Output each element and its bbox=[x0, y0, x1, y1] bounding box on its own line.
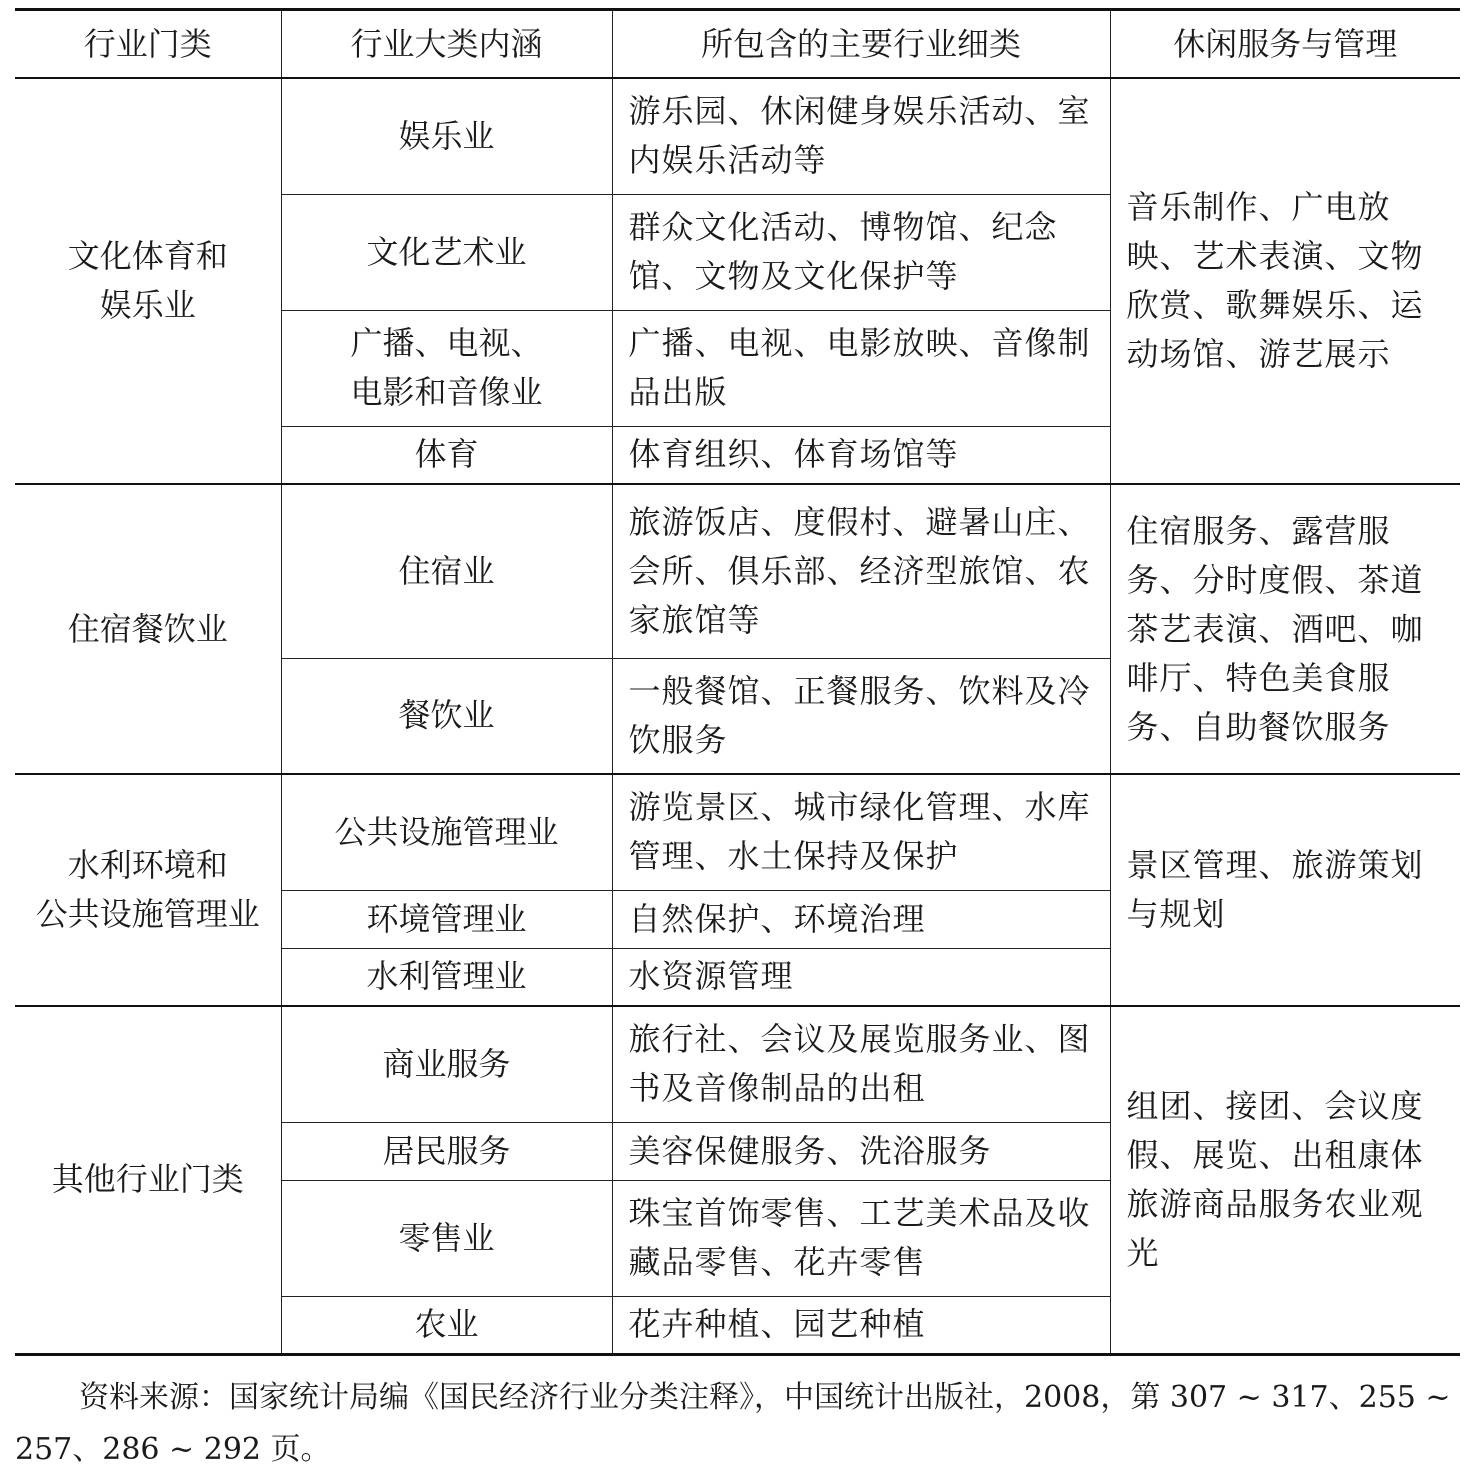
major-line: 广播、电视、 bbox=[350, 324, 543, 362]
industry-table bbox=[15, 8, 1460, 1356]
table-row bbox=[15, 484, 1460, 658]
group-culture-sports bbox=[15, 78, 1460, 484]
leisure-cell: 音乐制作、广电放映、艺术表演、文物欣赏、歌舞娱乐、运动场馆、游艺展示 bbox=[1110, 78, 1460, 484]
major-cell bbox=[281, 310, 612, 426]
detail-cell: 体育组织、体育场馆等 bbox=[612, 426, 1110, 484]
header-detail: 所包含的主要行业细类 bbox=[612, 10, 1110, 79]
detail-cell: 旅行社、会议及展览服务业、图书及音像制品的出租 bbox=[612, 1006, 1110, 1122]
major-cell: 环境管理业 bbox=[281, 890, 612, 948]
major-cell: 零售业 bbox=[281, 1180, 612, 1296]
group-other bbox=[15, 1006, 1460, 1354]
table-row bbox=[15, 1006, 1460, 1122]
category-cell bbox=[15, 1006, 281, 1354]
detail-cell: 自然保护、环境治理 bbox=[612, 890, 1110, 948]
detail-cell: 游乐园、休闲健身娱乐活动、室内娱乐活动等 bbox=[612, 78, 1110, 194]
header-category: 行业门类 bbox=[15, 10, 281, 79]
major-cell: 住宿业 bbox=[281, 484, 612, 658]
detail-cell: 美容保健服务、洗浴服务 bbox=[612, 1122, 1110, 1180]
table-header-row bbox=[15, 10, 1460, 79]
detail-cell: 花卉种植、园艺种植 bbox=[612, 1296, 1110, 1354]
leisure-cell: 景区管理、旅游策划与规划 bbox=[1110, 774, 1460, 1006]
detail-cell: 珠宝首饰零售、工艺美术品及收藏品零售、花卉零售 bbox=[612, 1180, 1110, 1296]
major-cell: 农业 bbox=[281, 1296, 612, 1354]
major-cell: 文化艺术业 bbox=[281, 194, 612, 310]
group-water-environment bbox=[15, 774, 1460, 1006]
major-cell: 商业服务 bbox=[281, 1006, 612, 1122]
major-cell: 水利管理业 bbox=[281, 948, 612, 1006]
detail-cell: 游览景区、城市绿化管理、水库管理、水土保持及保护 bbox=[612, 774, 1110, 890]
major-cell: 娱乐业 bbox=[281, 78, 612, 194]
leisure-cell: 住宿服务、露营服务、分时度假、茶道茶艺表演、酒吧、咖啡厅、特色美食服务、自助餐饮服务 bbox=[1110, 484, 1460, 774]
major-line: 电影和音像业 bbox=[350, 373, 543, 411]
category-cell bbox=[15, 78, 281, 484]
category-cell bbox=[15, 484, 281, 774]
major-cell: 公共设施管理业 bbox=[281, 774, 612, 890]
category-line: 公共设施管理业 bbox=[35, 895, 260, 933]
category-line: 水利环境和 bbox=[67, 846, 228, 884]
category-line: 文化体育和 bbox=[67, 237, 228, 275]
table-row bbox=[15, 78, 1460, 194]
major-cell: 居民服务 bbox=[281, 1122, 612, 1180]
category-cell bbox=[15, 774, 281, 1006]
major-cell: 体育 bbox=[281, 426, 612, 484]
source-note: 资料来源：国家统计局编《国民经济行业分类注释》，中国统计出版社，2008，第 307 ~ 317、255 ~ 257、286 ~ 292 页。 bbox=[15, 1380, 1451, 1467]
detail-cell: 旅游饭店、度假村、避暑山庄、会所、俱乐部、经济型旅馆、农家旅馆等 bbox=[612, 484, 1110, 658]
detail-cell: 水资源管理 bbox=[612, 948, 1110, 1006]
group-accommodation-catering bbox=[15, 484, 1460, 774]
header-leisure: 休闲服务与管理 bbox=[1110, 10, 1460, 79]
table-row bbox=[15, 774, 1460, 890]
header-major: 行业大类内涵 bbox=[281, 10, 612, 79]
leisure-cell: 组团、接团、会议度假、展览、出租康体旅游商品服务农业观光 bbox=[1110, 1006, 1460, 1354]
detail-cell: 广播、电视、电影放映、音像制品出版 bbox=[612, 310, 1110, 426]
category-line: 其他行业门类 bbox=[51, 1160, 244, 1199]
major-cell: 餐饮业 bbox=[281, 658, 612, 774]
category-line: 住宿餐饮业 bbox=[67, 609, 228, 648]
category-line: 娱乐业 bbox=[99, 286, 196, 324]
detail-cell: 群众文化活动、博物馆、纪念馆、文物及文化保护等 bbox=[612, 194, 1110, 310]
detail-cell: 一般餐馆、正餐服务、饮料及冷饮服务 bbox=[612, 658, 1110, 774]
